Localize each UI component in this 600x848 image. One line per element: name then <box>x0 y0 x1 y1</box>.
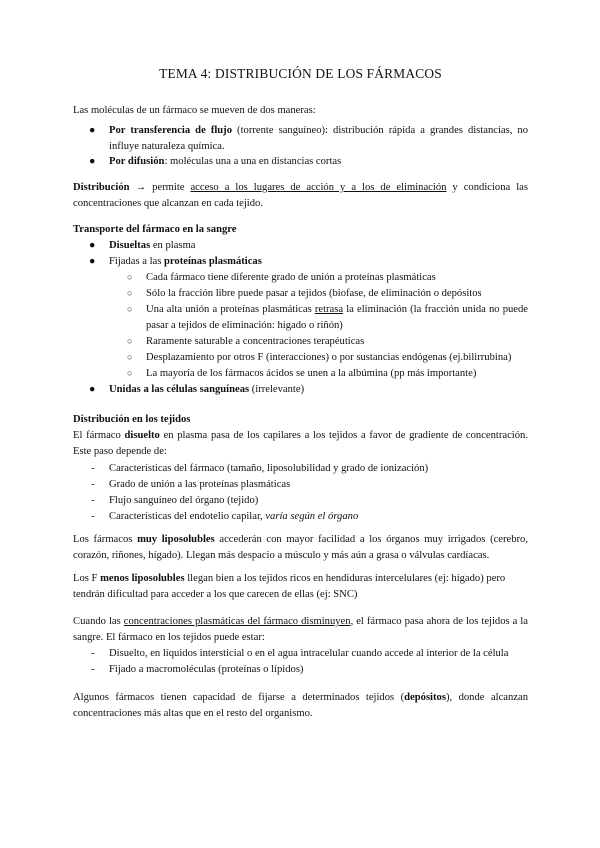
list-item: ● Fijadas a las proteínas plasmáticas <box>73 254 528 270</box>
sub-list-item: ○ Una alta unión a proteínas plasmáticas retrasa la eliminación (la fracción unida no puede pasar a tejidos de eliminación: hígado o riñón) <box>127 304 528 331</box>
dash-item: - Características del fármaco (tamaño, liposolubilidad y grado de ionización) <box>91 463 429 474</box>
sub-list-item: ○ La mayoría de los fármacos ácidos se unen a la albúmina (pp más importante) <box>127 368 477 379</box>
tejidos-paragraph: El fármaco disuelto en plasma pasa de los capilares a los tejidos a favor de gradiente de concentración. Este paso depende de: <box>73 430 528 457</box>
bullet-marker: ● <box>89 256 96 267</box>
list-item: ● Por difusión: moléculas una a una en distancias cortas <box>73 154 528 170</box>
list-item: ● Disueltas en plasma <box>73 238 528 254</box>
concentraciones-paragraph: Cuando las concentraciones plasmáticas del fármaco disminuyen, el fármaco pasa ahora de los tejidos a la sangre. El fármaco en los tejidos puede estar: <box>73 616 528 643</box>
sub-list-item: ○ Cada fármaco tiene diferente grado de unión a proteínas plasmáticas <box>127 272 436 283</box>
liposolubles-paragraph: Los fármacos muy liposolubles accederán con mayor facilidad a los órganos muy irrigados (cerebro, corazón, riñones, hígado). Llegan más despacio a músculo y más aún a grasa o válvulas cardíacas. <box>73 534 528 561</box>
list-item: ● Unidas a las células sanguíneas (irrelevante) <box>73 382 528 398</box>
bullet-marker: ● <box>89 240 96 251</box>
dash-item: - Fijado a macromoléculas (proteínas o lípidos) <box>91 664 304 675</box>
sub-list-item: ○ Raramente saturable a concentraciones terapéuticas <box>127 336 365 347</box>
dash-item: - Flujo sanguíneo del órgano (tejido) <box>91 495 259 506</box>
dash-item: - Disuelto, en líquidos intersticial o en el agua intracelular cuando accede al interior de la célula <box>91 648 509 659</box>
dash-item: - Características del endotelio capilar, varía según el órgano <box>91 511 359 522</box>
list-item: ● Por transferencia de flujo (torrente sanguíneo): distribución rápida a grandes distancias, no influye naturaleza química. <box>89 125 528 152</box>
page-title: TEMA 4: DISTRIBUCIÓN DE LOS FÁRMACOS <box>159 66 442 81</box>
intro-text: Las moléculas de un fármaco se mueven de dos maneras: <box>73 105 316 116</box>
bullet-marker: ● <box>89 384 96 395</box>
menos-liposolubles-paragraph: Los F menos liposolubles llegan bien a los tejidos ricos en hendiduras intercelulares (ej: hígado) pero tendrán dificultad para acceder a los que carecen de ellas (ej: SNC) <box>73 573 506 600</box>
depositos-paragraph: Algunos fármacos tienen capacidad de fijarse a determinados tejidos (depósitos), donde alcanzan concentraciones más altas que en el resto del organismo. <box>73 692 528 719</box>
dash-item: - Grado de unión a las proteínas plasmáticas <box>91 479 291 490</box>
section-heading: Distribución en los tejidos <box>73 414 191 425</box>
bullet-marker: ● <box>89 125 96 136</box>
section-heading: Transporte del fármaco en la sangre <box>73 224 237 235</box>
distribucion-paragraph: Distribución → permite acceso a los lugares de acción y a los de eliminación y condiciona las concentraciones que alcanzan en cada tejido. <box>73 182 528 209</box>
sub-list-item: ○ Desplazamiento por otros F (interacciones) o por sustancias endógenas (ej.bilirrubina) <box>127 352 512 363</box>
bullet-marker: ● <box>89 156 96 167</box>
sub-list-item: ○ Sólo la fracción libre puede pasar a tejidos (biofase, de eliminación o depósitos <box>127 288 482 299</box>
